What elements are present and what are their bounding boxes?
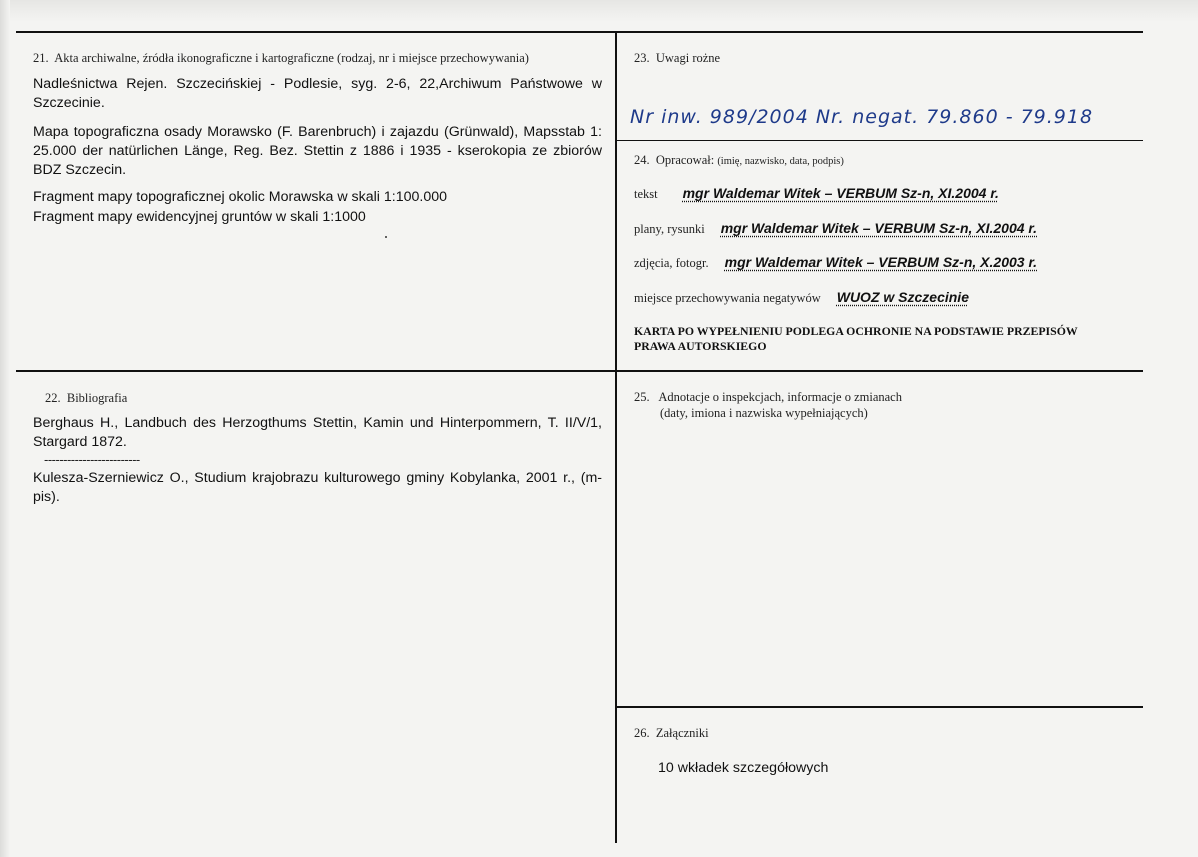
section26-divider — [617, 706, 1143, 708]
section22-number: 22. — [45, 391, 61, 405]
bibliography-entry: Berghaus H., Landbuch des Herzogthums Stettin, Kamin und Hinterpommern, T. II/V/1, Stargard 1872. — [33, 415, 602, 450]
page-edge-shadow — [0, 0, 1198, 22]
section26-title: Załączniki — [655, 726, 709, 740]
author-row-value: WUOZ w Szczecinie — [836, 289, 969, 305]
author-row-value: mgr Waldemar Witek – VERBUM Sz-n, XI.2004 r. — [720, 220, 1037, 236]
middle-rule — [16, 370, 1143, 372]
section23-divider — [617, 140, 1143, 141]
attachments-value: 10 wkładek szczegółowych — [658, 760, 829, 776]
author-row-negatives — [634, 289, 969, 306]
section21-heading — [33, 51, 529, 66]
section23-number: 23. — [634, 51, 650, 65]
section25-title: Adnotacje o inspekcjach, informacje o zmianach — [658, 390, 902, 404]
bibliography-entry: Kulesza-Szerniewicz O., Studium krajobrazu kulturowego gminy Kobylanka, 2001 r., (m-pis). — [33, 470, 602, 505]
author-row-photos — [634, 254, 1037, 271]
section24-heading — [634, 153, 844, 168]
section24-number: 24. — [634, 153, 650, 167]
section25-heading — [634, 389, 902, 421]
copyright-notice — [634, 324, 1144, 354]
section25-subtitle: (daty, imiona i nazwiska wypełniających) — [660, 406, 868, 420]
paper-speck — [385, 236, 387, 238]
section22-title: Bibliografia — [66, 391, 128, 405]
author-row-label: zdjęcia, fotogr. — [634, 256, 709, 270]
section21-paragraph: Fragment mapy topograficznej okolic Morawska w skali 1:100.000 — [33, 189, 447, 205]
section21-number: 21. — [33, 51, 49, 65]
section26-number: 26. — [634, 726, 650, 740]
section23-heading — [634, 51, 720, 66]
author-row-plans — [634, 220, 1037, 237]
section21-paragraph: Mapa topograficzna osady Morawsko (F. Barenbruch) i zajazdu (Grünwald), Mapsstab 1: 25.000 der natürlichen Länge, Reg. Bez. Stettin z 1886 i 1935 - kserokopia ze zbiorów BDZ Szczecin. — [33, 124, 602, 178]
author-row-text — [634, 185, 999, 202]
section24-title: Opracował: — [655, 153, 715, 167]
section25-number: 25. — [634, 390, 650, 404]
section21-title: Akta archiwalne, źródła ikonograficzne i kartograficzne (rodzaj, nr i miejsce przechowywania) — [54, 51, 529, 65]
center-divider — [615, 31, 617, 843]
author-row-value: mgr Waldemar Witek – VERBUM Sz-n, X.2003 r. — [724, 254, 1038, 270]
author-row-label: tekst — [634, 187, 658, 201]
section23-title: Uwagi rożne — [655, 51, 721, 65]
section26-heading — [634, 726, 709, 741]
bibliography-separator: ------------------------- — [44, 452, 140, 467]
page-edge-shadow-left — [0, 0, 10, 857]
copyright-notice-line: PRAWA AUTORSKIEGO — [634, 339, 767, 353]
author-row-label: miejsce przechowywania negatywów — [634, 291, 821, 305]
copyright-notice-line: KARTA PO WYPEŁNIENIU PODLEGA OCHRONIE NA PODSTAWIE PRZEPISÓW — [634, 324, 1078, 338]
section23-handwritten-note: Nr inw. 989/2004 Nr. negat. 79.860 - 79.918 — [630, 106, 1094, 128]
section21-paragraph: Nadleśnictwa Rejen. Szczecińskiej - Podlesie, syg. 2-6, 22,Archiwum Państwowe w Szczecinie. — [33, 76, 602, 111]
author-row-label: plany, rysunki — [634, 222, 705, 236]
top-rule — [16, 31, 1143, 33]
section24-subtitle: (imię, nazwisko, data, podpis) — [717, 156, 844, 167]
section21-paragraph: Fragment mapy ewidencyjnej gruntów w skali 1:1000 — [33, 209, 366, 225]
section21-body — [33, 75, 602, 237]
section22-heading — [45, 391, 127, 406]
author-row-value: mgr Waldemar Witek – VERBUM Sz-n, XI.2004 r. — [682, 185, 999, 201]
